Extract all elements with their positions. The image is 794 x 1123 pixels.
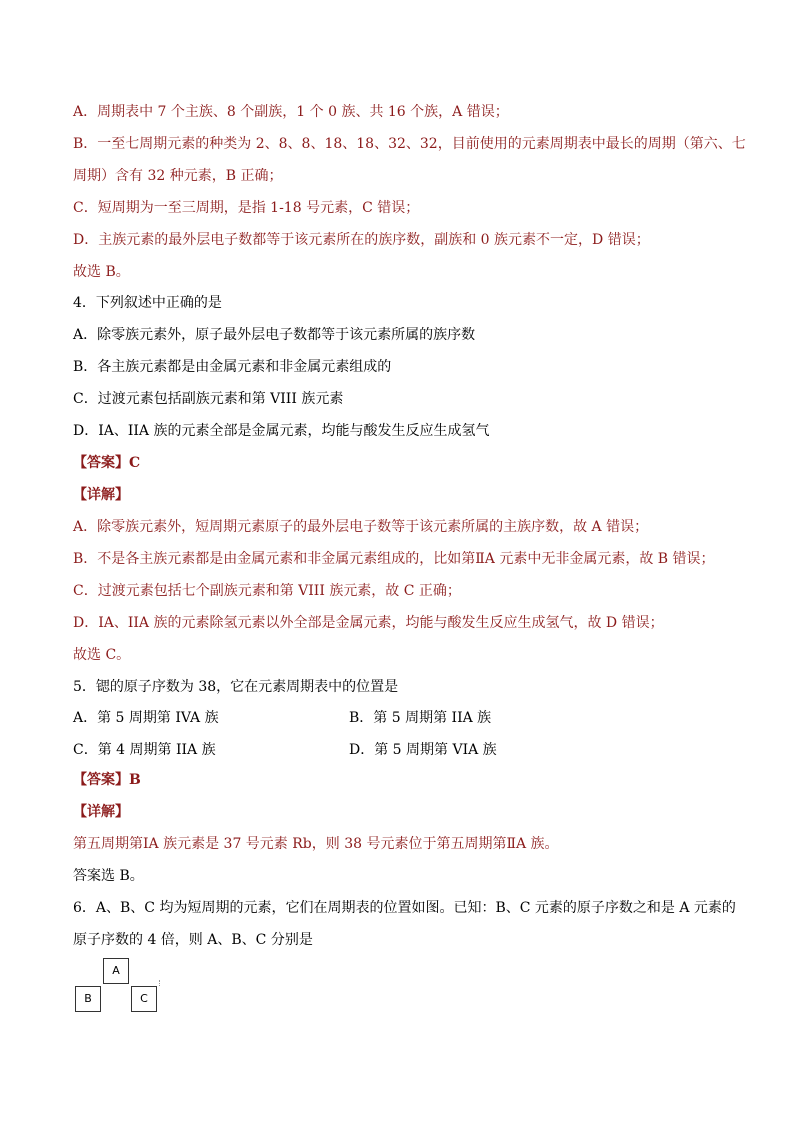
question-5-option-c: C．第 4 周期第 IIA 族 [73,742,216,758]
question-4-conclusion: 故选 C。 [73,647,131,663]
question-4-detail-d: D．ⅠA、IIA 族的元素除氢元素以外全部是金属元素，均能与酸发生反应生成氢气，故 D 错误； [73,615,664,631]
question-4-option-c: C．过渡元素包括副族元素和第 VIII 族元素 [73,391,344,407]
explanation-line-b: B．一至七周期元素的种类为 2、8、8、18、18、32、32，目前使用的元素周期表中最长的周期（第六、七 [73,136,746,152]
question-4-option-b: B．各主族元素都是由金属元素和非金属元素组成的 [73,359,392,375]
figure-cell-b: B [75,986,101,1012]
figure-cell-a: A [103,958,129,984]
question-4-stem: 4．下列叙述中正确的是 [73,295,222,311]
question-5-answer: 【答案】B [73,772,141,788]
question-4-detail-b: B．不是各主族元素都是由金属元素和非金属元素组成的，比如第ⅡA 元素中无非金属元素，故 B 错误； [73,551,715,567]
question-4-detail-heading: 【详解】 [73,487,129,503]
periodic-table-position-figure [75,958,161,1014]
question-4-detail-a: A．除零族元素外，短周期元素原子的最外层电子数等于该元素所属的主族序数，故 A 错误； [73,519,649,535]
figure-cell-c: C [131,986,157,1012]
figure-edit-mark [159,980,162,986]
question-5-conclusion: 答案选 B。 [73,868,144,884]
question-4-detail-c: C．过渡元素包括七个副族元素和第 VIII 族元素，故 C 正确； [73,583,461,599]
question-6-stem: 6．A、B、C 均为短周期的元素，它们在周期表的位置如图。已知：B、C 元素的原子序数之和是 A 元素的 [73,900,736,916]
explanation-line-d: D．主族元素的最外层电子数都等于该元素所在的族序数，副族和 0 族元素不一定，D 错误； [73,232,650,248]
question-5-stem: 5．锶的原子序数为 38，它在元素周期表中的位置是 [73,679,399,695]
explanation-line-a: A．周期表中 7 个主族、8 个副族，1 个 0 族、共 16 个族，A 错误； [73,104,509,120]
question-4-answer: 【答案】C [73,455,141,471]
question-5-detail-heading: 【详解】 [73,804,129,820]
question-6-stem-cont: 原子序数的 4 倍，则 A、B、C 分别是 [73,932,313,948]
question-4-option-d: D．ⅠA、IIA 族的元素全部是金属元素，均能与酸发生反应生成氢气 [73,423,490,439]
explanation-line-c: C．短周期为一至三周期，是指 1-18 号元素，C 错误； [73,200,420,216]
question-5-option-d: D．第 5 周期第 VIA 族 [349,742,497,758]
question-5-detail: 第五周期第ⅠA 族元素是 37 号元素 Rb，则 38 号元素位于第五周期第ⅡA 族。 [73,836,559,852]
question-5-option-a: A．第 5 周期第 IVA 族 [73,710,219,726]
explanation-line-b-cont: 周期）含有 32 种元素，B 正确； [73,168,283,184]
question-5-option-b: B．第 5 周期第 IIA 族 [349,710,492,726]
question-4-option-a: A．除零族元素外，原子最外层电子数都等于该元素所属的族序数 [73,327,476,343]
conclusion-line: 故选 B。 [73,264,130,280]
